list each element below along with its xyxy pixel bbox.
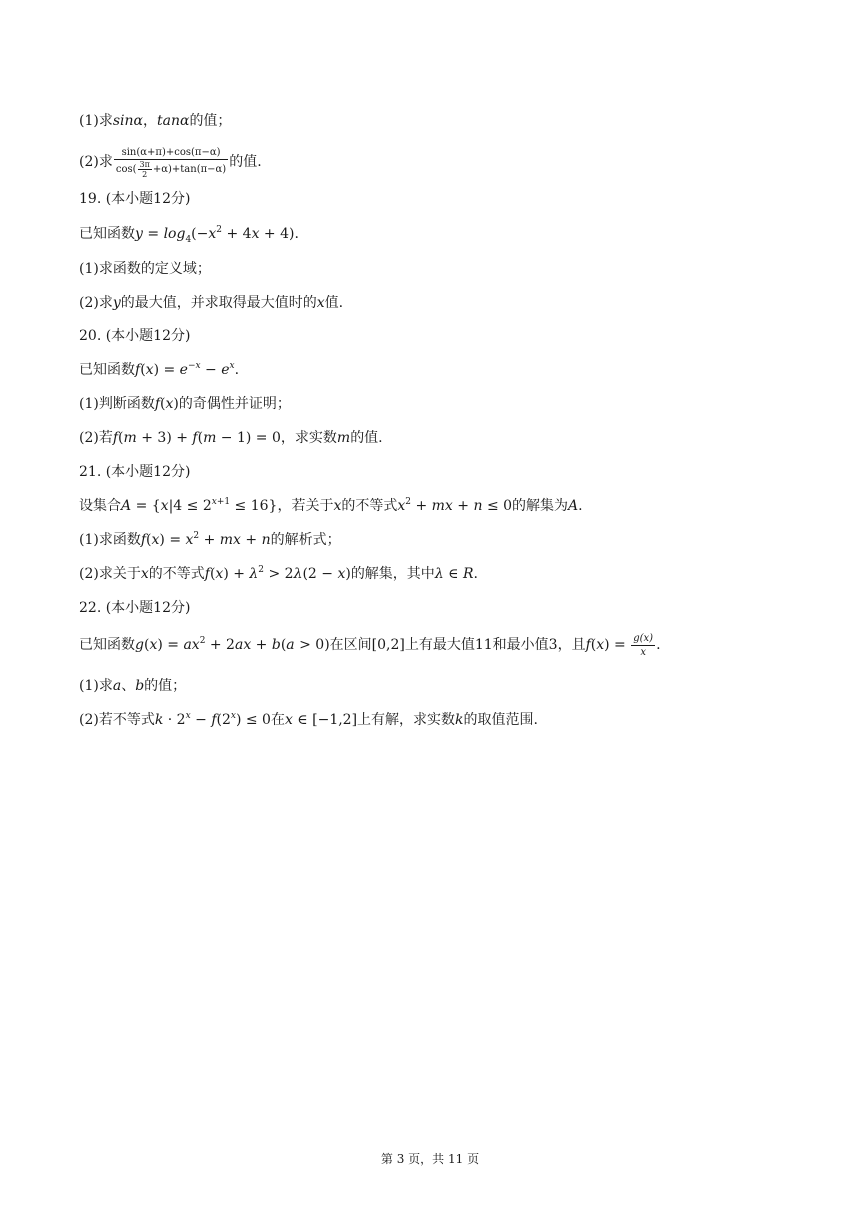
q22-fraction: $\frac{g(x)}{x}$ bbox=[633, 632, 654, 658]
q22-part1: (1)求a、b的值； bbox=[79, 678, 187, 694]
q19-part1: (1)求函数的定义域； bbox=[79, 261, 211, 277]
page-footer: 第 3 页，共 11 页 bbox=[380, 1152, 480, 1166]
q21-statement: 设集合$A = \{x|4 \le 2^{x+1} \le 16\}$，若关于x的不等式$x^2$ + mx + n ≤ 0的解集为A. bbox=[79, 497, 583, 514]
q20-heading: 20. (本小题12分) bbox=[79, 328, 191, 344]
q21-part2: (2)求关于x的不等式$f(x) + \lambda^2 > 2\lambda(2 - x)$的解集，其中λ ∈ R. bbox=[79, 565, 478, 582]
q18-part1: (1)求sinα，tanα的值； bbox=[79, 113, 232, 129]
q20-statement: 已知函数$f(x) = e^{-x} - e^x$. bbox=[79, 361, 240, 378]
q18-part2: (2)求 sin(α+π)+cos(π−α) cos( $\frac{3\pi}{2}$ +α)+tan(π−α) 的值. bbox=[79, 146, 262, 179]
q19-statement: 已知函数$y = \log_4(-x^2 + 4x + 4)$. bbox=[79, 225, 299, 245]
q22-heading: 22. (本小题12分) bbox=[79, 600, 191, 616]
q21-part1: (1)求函数$f(x) = x^2$ + mx + n的解析式； bbox=[79, 531, 341, 548]
q21-heading: 21. (本小题12分) bbox=[79, 464, 191, 480]
q22-part2: (2)若不等式$k \cdot 2^x - f(2^x) \le 0$在x ∈ [−1,2]上有解，求实数k的取值范围. bbox=[79, 711, 538, 728]
q18-fraction: sin(α+π)+cos(π−α) cos( $\frac{3\pi}{2}$ +α)+tan(π−α) bbox=[115, 146, 227, 179]
q22-statement: 已知函数$g(x) = ax^2 + 2ax + b(a > 0)$在区间[0,2]上有最大值11和最小值3，且f(x) = $\frac{g(x)}{x}$ . bbox=[79, 632, 661, 658]
q19-part2: (2)求y的最大值，并求取得最大值时的x值. bbox=[79, 295, 344, 311]
q20-part1: (1)判断函数f(x)的奇偶性并证明； bbox=[79, 396, 291, 412]
q19-heading: 19. (本小题12分) bbox=[79, 191, 191, 207]
q20-part2: (2)若f(m + 3) + f(m − 1) = 0，求实数m的值. bbox=[79, 430, 383, 446]
